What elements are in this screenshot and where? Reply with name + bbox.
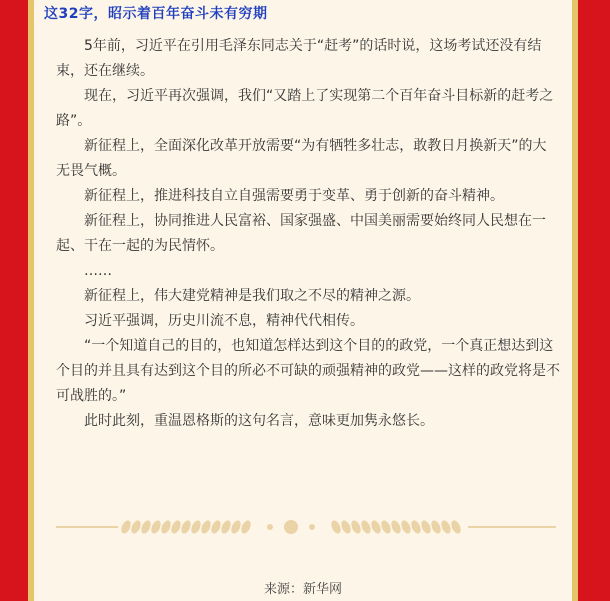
- paragraph: 新征程上，推进科技自立自强需要勇于变革、勇于创新的奋斗精神。: [84, 188, 504, 204]
- wheat-ornament-divider-icon: [56, 512, 556, 542]
- paragraph: 新征程上，伟大建党精神是我们取之不尽的精神之源。: [84, 288, 420, 304]
- article-body: [56, 34, 560, 434]
- gold-border-right: [572, 0, 578, 601]
- paragraph: ……: [84, 263, 112, 279]
- paragraph: 5年前，习近平在引用毛泽东同志关于“赶考”的话时说，这场考试还没有结束，还在继续。: [56, 38, 542, 79]
- paragraph: 新征程上，协同推进人民富裕、国家强盛、中国美丽需要始终同人民想在一起、干在一起的为民情怀。: [56, 213, 546, 254]
- section-heading: 这32字，昭示着百年奋斗未有穷期: [44, 6, 268, 22]
- source-credit: 来源：新华网: [263, 582, 342, 597]
- paragraph: 新征程上，全面深化改革开放需要“为有牺牲多壮志，敢教日月换新天”的大无畏气概。: [56, 138, 547, 179]
- paragraph: 习近平强调，历史川流不息，精神代代相传。: [84, 313, 364, 329]
- paragraph: 现在，习近平再次强调，我们“又踏上了实现第二个百年奋斗目标新的赶考之路”。: [56, 88, 554, 129]
- paragraph: 此时此刻，重温恩格斯的这句名言，意味更加隽永悠长。: [84, 413, 434, 429]
- paragraph: “一个知道自己的目的，也知道怎样达到这个目的的政党，一个真正想达到这个目的并且具有达到这个目的所必不可缺的顽强精神的政党——这样的政党将是不可战胜的。”: [56, 338, 560, 404]
